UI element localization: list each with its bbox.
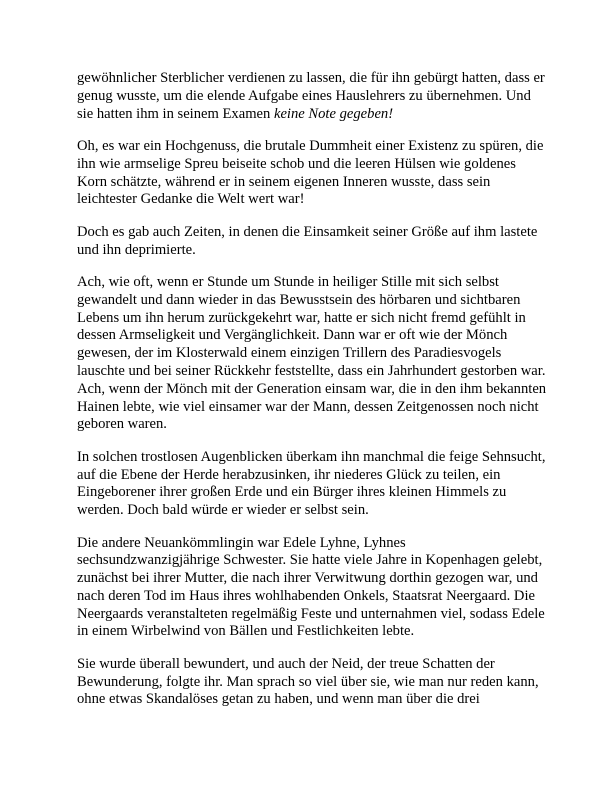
paragraph-1 — [77, 70, 547, 123]
paragraph-7: Sie wurde überall bewundert, und auch der Neid, der treue Schatten der Bewunderung, folgte ihr. Man sprach so viel über sie, wie man nur reden kann, ohne etwas Skandalöses getan zu haben, und wenn man über die drei — [77, 655, 539, 708]
document-page — [77, 70, 547, 724]
paragraph-3: Doch es gab auch Zeiten, in denen die Einsamkeit seiner Größe auf ihm lastete und ihn deprimierte. — [77, 223, 538, 258]
paragraph-2: Oh, es war ein Hochgenuss, die brutale Dummheit einer Existenz zu spüren, die ihn wie armselige Spreu beiseite schob und die leeren Hülsen wie goldenes Korn schätzte, während er in seinem eigenen Inneren wusste, dass sein leichtester Gedanke die Welt wert war! — [77, 137, 544, 208]
paragraph-6: Die andere Neuankömmlingin war Edele Lyhne, Lyhnes sechsundzwanzigjährige Schwester. Sie hatte viele Jahre in Kopenhagen gelebt, zunächst bei ihrer Mutter, die nach ihrer Verwitwung dorthin gezogen war, und nach deren Tod im Haus ihres wohlhabenden Onkels, Staatsrat Neergaard. Die Neergaards veranstalteten regelmäßig Feste und unternahmen viel, sodass Edele in einem Wirbelwind von Bällen und Festlichkeiten lebte. — [77, 534, 545, 640]
paragraph-1-italic-text: keine Note gegeben! — [273, 105, 394, 122]
paragraph-1-text: gewöhnlicher Sterblicher verdienen zu lassen, die für ihn gebürgt hatten, dass er genug wusste, um die elende Aufgabe eines Hauslehrers zu übernehmen. Und sie hatten ihm in seinem Examen — [77, 70, 545, 122]
paragraph-4: Ach, wie oft, wenn er Stunde um Stunde in heiliger Stille mit sich selbst gewandelt und dann wieder in das Bewusstsein des hörbaren und sichtbaren Lebens um ihn herum zurückgekehrt war, hatte er sich nicht fremd gefühlt in dessen Armseligkeit und Vergänglichkeit. Dann war er oft wie der Mönch gewesen, der im Klosterwald einem einzigen Trillern des Paradiesvogels lauschte und bei seiner Rückkehr feststellte, dass ein Jahrhundert gestorben war. Ach, wenn der Mönch mit der Generation einsam war, die in den ihm bekannten Hainen lebte, wie viel einsamer war der Mann, dessen Zeitgenossen noch nicht geboren waren. — [77, 273, 547, 433]
paragraph-5: In solchen trostlosen Augenblicken überkam ihn manchmal die feige Sehnsucht, auf die Ebene der Herde herabzusinken, ihr niederes Glück zu teilen, ein Eingeborener ihrer großen Erde und ein Bürger ihres kleinen Himmels zu werden. Doch bald würde er wieder er selbst sein. — [77, 448, 546, 519]
